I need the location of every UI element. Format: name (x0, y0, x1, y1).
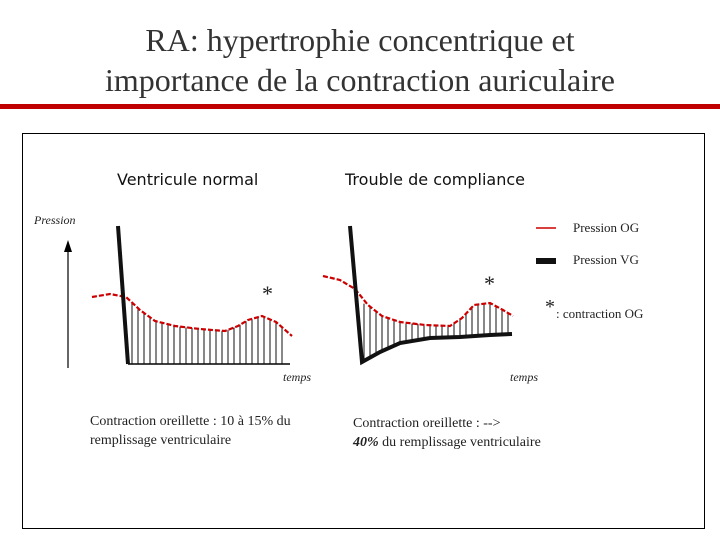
right-panel-label: Trouble de compliance (345, 170, 525, 189)
slide-title-line1: RA: hypertrophie concentrique et (145, 22, 575, 58)
right-caption-prefix: Contraction oreillette : --> (353, 416, 501, 431)
left-vg-pressure-curve (118, 226, 128, 364)
legend-star-symbol: * (545, 296, 555, 318)
legend-og-label: Pression OG (573, 220, 640, 235)
left-x-axis-label: temps (283, 370, 311, 384)
y-axis-label: Pression (34, 213, 76, 227)
y-axis (64, 240, 72, 368)
left-panel-label: Ventricule normal (117, 170, 259, 189)
right-caption-suffix: du remplissage ventriculaire (378, 435, 541, 450)
legend-vg-swatch (536, 258, 556, 264)
right-caption-emphasis: 40% (353, 435, 379, 450)
right-contraction-marker: * (484, 271, 495, 296)
right-hatching (364, 303, 508, 361)
left-contraction-marker: * (262, 281, 273, 306)
right-caption (353, 414, 543, 452)
legend-star-label: : contraction OG (556, 306, 644, 321)
y-axis-arrowhead (64, 240, 72, 252)
right-x-axis-label: temps (510, 370, 538, 384)
left-hatching (132, 303, 282, 364)
slide-title-line2: importance de la contraction auriculaire (105, 62, 615, 98)
left-caption: Contraction oreillette : 10 à 15% du remplissage ventriculaire (90, 414, 291, 448)
legend-vg-label: Pression VG (573, 252, 639, 267)
